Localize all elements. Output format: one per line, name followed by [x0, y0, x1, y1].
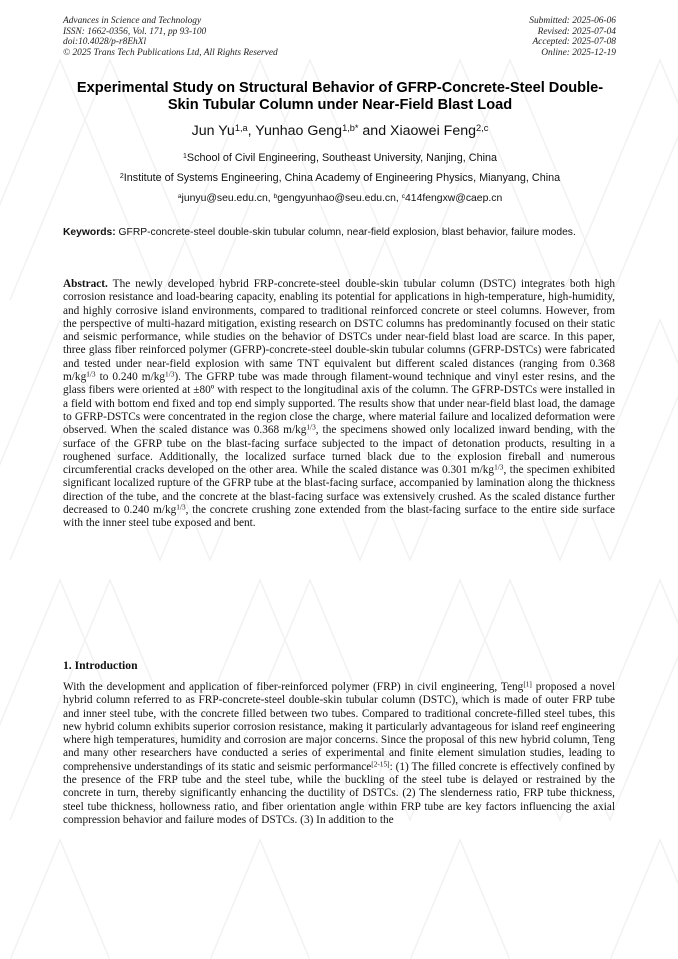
abstract-text: ). The GFRP tube was made through filament-wound technique and vinyl ester resins, and the glass fibers were oriented at ±80º with respect to the longitudinal axis of the column. The GFRP-DSTCs were installed in a field with bottom end fixed and top end simply supported. The results show that under near-field blast load, the damage to GFRP-DSTCs were concentrated in the region close the charge, where material failure and localized deformation were observed. When the scaled distance was 0.368 m/kg — [63, 371, 615, 437]
keywords-text: GFRP-concrete-steel double-skin tubular column, near-field explosion, blast behavior, failure modes. — [115, 227, 576, 238]
affiliation-text: Institute of Systems Engineering, China Academy of Engineering Physics, Mianyang, China — [123, 172, 561, 184]
abstract-text: to 0.240 m/kg — [95, 371, 166, 384]
author-list — [63, 122, 617, 140]
copyright-line: © 2025 Trans Tech Publications Ltd, All Rights Reserved — [63, 47, 278, 58]
email-text: junyu@seu.edu.cn, — [181, 193, 274, 204]
author-affiliation-mark: 1,b* — [342, 122, 359, 133]
author-separator: and — [358, 123, 391, 139]
email-mark: a — [177, 192, 182, 200]
author-separator: , — [247, 123, 256, 139]
author-name: Xiaowei Feng — [390, 123, 476, 139]
author-emails — [63, 192, 617, 206]
introduction-paragraph — [63, 681, 615, 827]
section-heading: 1. Introduction — [63, 659, 138, 672]
exponent: 1/3 — [86, 369, 96, 379]
email-text: gengyunhao@seu.edu.cn, — [277, 193, 402, 204]
revised-date: Revised: 2025-07-04 — [537, 26, 616, 37]
email-mark: b — [273, 192, 278, 200]
online-date: Online: 2025-12-19 — [541, 47, 616, 58]
affiliation-2 — [63, 171, 617, 185]
author-affiliation-mark: 2,c — [476, 122, 489, 133]
author-name: Jun Yu — [191, 123, 235, 139]
body-text: With the development and application of fiber-reinforced polymer (FRP) in civil engineering, Teng — [63, 681, 524, 693]
keywords-paragraph — [63, 227, 614, 239]
affiliation-1 — [63, 151, 617, 165]
affiliation-mark: 2 — [119, 172, 124, 180]
abstract-paragraph — [63, 278, 615, 531]
exponent: 1/3 — [176, 502, 186, 512]
dates-header — [529, 16, 616, 58]
issn-line: ISSN: 1662-0356, Vol. 171, pp 93-100 — [63, 26, 207, 37]
body-text: : (1) The filled concrete is effectively confined by the presence of the FRP tube and the steel tube, while the buckling of the steel tube is delayed or restrained by the concrete in turn, thereby significantly enhancing the ductility of DSTCs. (2) The slenderness ratio, FRP tube thickness, steel tube thickness, hollowness ratio, and fiber orientation angle within FRP tube are key factors influencing the axial compression behavior and failure modes of DSTCs. (3) In addition to the — [63, 760, 615, 826]
doi-line: doi:10.4028/p-r8EhXl — [63, 37, 147, 48]
exponent: 1/3 — [494, 462, 504, 472]
submitted-date: Submitted: 2025-06-06 — [529, 16, 616, 26]
citation-ref: [1] — [523, 679, 532, 689]
paper-title: Experimental Study on Structural Behavior of GFRP-Concrete-Steel Double-Skin Tubular Column under Near-Field Blast Load — [76, 80, 604, 113]
exponent: 1/3 — [165, 369, 175, 379]
abstract-text: , the specimen exhibited significant localized rupture of the GFRP tube at the blast-facing surface, accompanied by lamination along the thickness direction of the tube, and the concrete at the blast-facing surface was extensively crushed. As the scaled distance further decreased to 0.240 m/kg — [63, 464, 615, 517]
exponent: 1/3 — [306, 422, 316, 432]
affiliation-text: School of Civil Engineering, Southeast University, Nanjing, China — [186, 152, 497, 164]
body-text: proposed a novel hybrid column referred to as FRP-concrete-steel double-skin tubular column (DSTC), which is made of outer FRP tube and inner steel tube, with the concrete filled between two tubes. Compared to traditional concrete-filled steel tubes, this new hybrid column exhibits superior corrosion resistance, making it particularly advantageous for island reef engineering where high temperatures, humidity and corrosion are major concerns. Since the proposal of this new hybrid column, Teng and many other researchers have conducted a series of experimental and finite element simulation studies, leading to comprehensive understandings of its static and seismic performance — [63, 681, 615, 773]
email-text: 414fengxw@caep.cn — [405, 193, 503, 204]
journal-name: Advances in Science and Technology — [63, 16, 202, 26]
abstract-text: , the concrete crushing zone extended from the blast-facing surface to the entire side surface with the inner steel tube exposed and bent. — [63, 504, 615, 530]
accepted-date: Accepted: 2025-07-08 — [532, 37, 616, 48]
keywords-label: Keywords: — [63, 227, 116, 238]
abstract-label: Abstract. — [63, 278, 108, 290]
author-name: Yunhao Geng — [255, 123, 343, 139]
author-affiliation-mark: 1,a — [234, 122, 248, 133]
email-mark: c — [401, 192, 406, 200]
affiliation-mark: 1 — [183, 152, 187, 160]
journal-header — [63, 16, 278, 58]
abstract-text: The newly developed hybrid FRP-concrete-steel double-skin tubular column (DSTC) integrates both high corrosion resistance and load-bearing capacity, enabling its potential for applications in high-temperature, high-humidity, and highly corrosive island environments, compared to traditional reinforced concrete or steel columns. However, from the perspective of multi-hazard mitigation, existing research on DSTC columns has predominantly focused on their static and seismic performance, while studies on the behavior of DSTCs under near-field blast load are scarce. In this paper, three glass fiber reinforced polymer (GFRP)-concrete-steel double-skin tubular columns (GFRP-DSTCs) were fabricated and tested under near-field explosion with same TNT equivalent but different scaled distances (ranging from 0.368 m/kg — [63, 278, 615, 384]
citation-ref: [2-15] — [371, 759, 390, 769]
abstract-text: , the specimens showed only localized inward bending, with the surface of the GFRP tube on the blast-facing surface subjected to the impact of detonation products, resulting in a roughened surface. Additionally, the localized surface turned black due to the explosion fireball and numerous circumferential cracks developed on the other area. While the scaled distance was 0.301 m/kg — [63, 424, 615, 477]
